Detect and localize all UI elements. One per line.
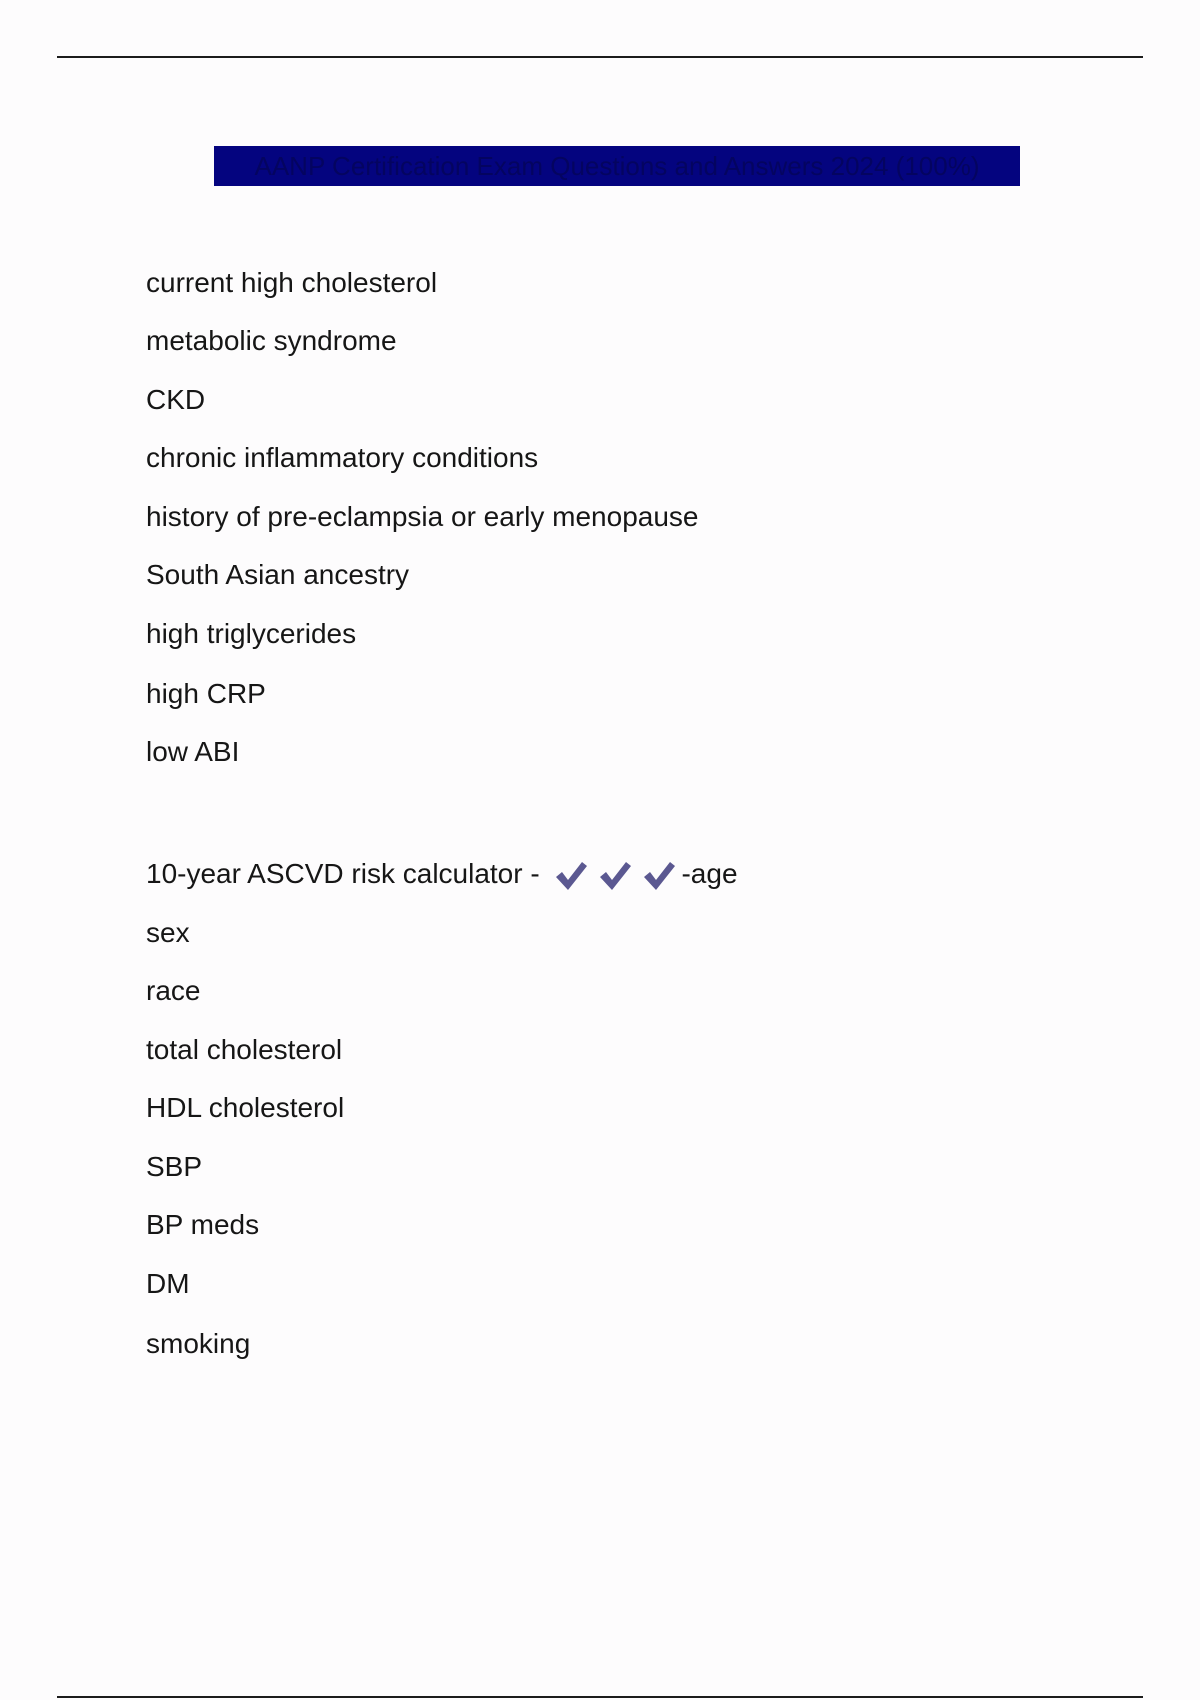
list-item: CKD	[146, 384, 206, 415]
list-item: history of pre-eclampsia or early menopause	[146, 501, 699, 532]
document-title: AANP Certification Exam Questions and Answers 2024 (100%)	[214, 146, 1020, 186]
list-item: DM	[146, 1268, 190, 1299]
list-item: high CRP	[146, 678, 266, 709]
list-item: race	[146, 975, 201, 1006]
list-item: chronic inflammatory conditions	[146, 442, 539, 473]
question-text: 10-year ASCVD risk calculator -	[146, 858, 548, 889]
list-item: high triglycerides	[146, 618, 357, 649]
check-mark-icon	[553, 859, 589, 893]
list-item: smoking	[146, 1328, 251, 1359]
footer-rule	[57, 1696, 1143, 1698]
check-marks	[553, 858, 677, 894]
question-line	[146, 857, 738, 893]
check-mark-icon	[597, 859, 633, 893]
list-item: HDL cholesterol	[146, 1092, 345, 1123]
list-item: current high cholesterol	[146, 267, 438, 298]
list-item: total cholesterol	[146, 1034, 343, 1065]
list-item: SBP	[146, 1151, 203, 1182]
list-item: metabolic syndrome	[146, 325, 397, 356]
answer-first-item: -age	[681, 858, 738, 889]
list-item: BP meds	[146, 1209, 260, 1240]
header-rule	[57, 56, 1143, 58]
list-item: low ABI	[146, 736, 240, 767]
list-item: sex	[146, 917, 190, 948]
list-item: South Asian ancestry	[146, 559, 410, 590]
check-mark-icon	[641, 859, 677, 893]
